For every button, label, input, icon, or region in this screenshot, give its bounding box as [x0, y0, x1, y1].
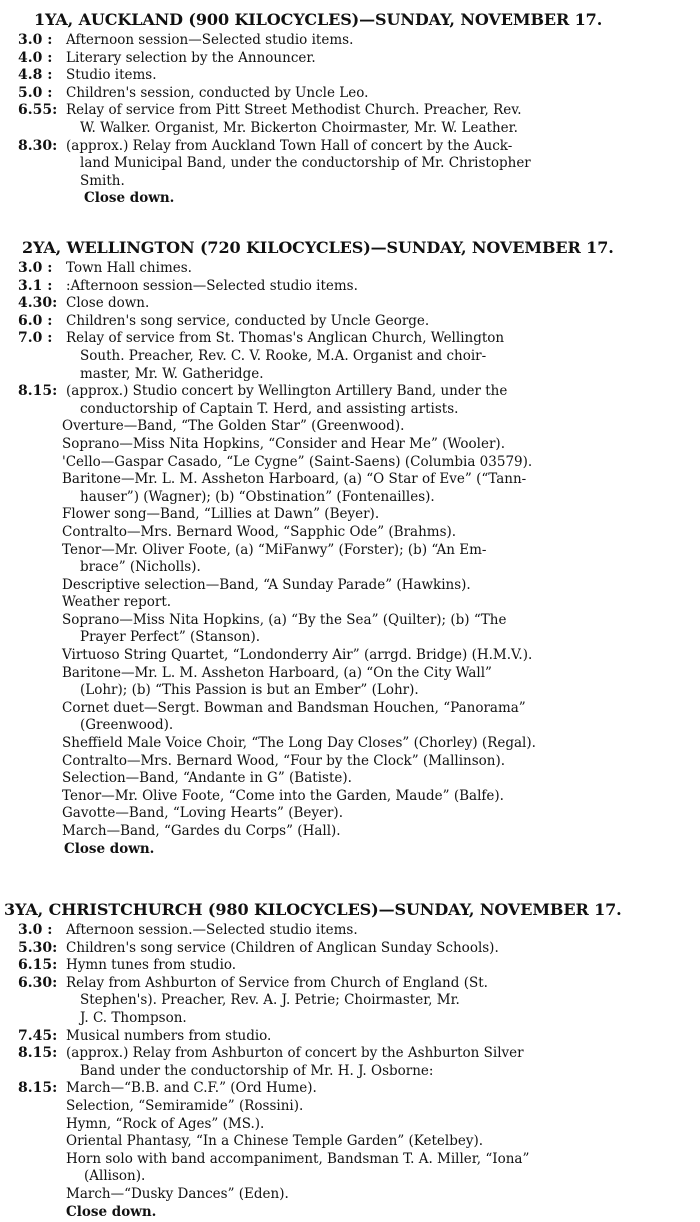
entry-text: (approx.) Relay from Auckland Town Hall of concert by the Auck- land Municipal Band, under the conductorship of Mr. Christopher Smith. — [66, 137, 531, 189]
entry-time: 3.0 : — [18, 260, 53, 276]
entry-time: 8.15: — [18, 383, 58, 400]
program-item: Cornet duet—Sergt. Bowman and Bandsman Houchen, “Panorama” (Greenwood). — [62, 699, 526, 734]
station-1ya — [0, 10, 700, 208]
entry-text: Hymn tunes from studio. — [66, 957, 237, 974]
entry-text: Children's song service, conducted by Uncle George. — [66, 312, 430, 329]
entry-text: March—“B.B. and C.F.” (Ord Hume). — [66, 1080, 317, 1097]
entry-text: Children's song service (Children of Anglican Sunday Schools). — [66, 939, 499, 956]
entry-text: :Afternoon session—Selected studio items. — [66, 277, 358, 294]
entry-text: Afternoon session—Selected studio items. — [66, 32, 354, 48]
station-heading: 3YA, CHRISTCHURCH (980 KILOCYCLES)—SUNDAY, NOVEMBER 17. — [4, 900, 622, 919]
program-item: March—“Dusky Dances” (Eden). — [66, 1185, 289, 1202]
schedule-entry — [0, 383, 700, 418]
schedule-entry — [0, 295, 700, 313]
schedule-entry — [0, 957, 700, 975]
schedule-entry — [0, 330, 700, 383]
entry-text: Studio items. — [66, 67, 157, 84]
schedule-entry — [0, 313, 700, 331]
entry-text: Town Hall chimes. — [66, 260, 192, 276]
schedule-entry — [0, 278, 700, 296]
schedule-entry — [0, 1045, 700, 1080]
concert-program — [0, 1098, 700, 1204]
entry-time: 3.0 : — [18, 32, 53, 48]
program-item: Baritone—Mr. L. M. Assheton Harboard, (a) “On the City Wall” (Lohr); (b) “This Passion is but an Ember” (Lohr). — [62, 664, 492, 699]
program-item: Tenor—Mr. Oliver Foote, (a) “MiFanwy” (Forster); (b) “An Em- brace” (Nicholls). — [62, 541, 487, 576]
entry-time: 3.0 : — [18, 922, 53, 938]
entry-time: 4.0 : — [18, 49, 53, 66]
entry-time: 8.15: — [18, 1045, 58, 1062]
program-item: Baritone—Mr. L. M. Assheton Harboard, (a) “O Star of Eve” (“Tann- hauser”) (Wagner); (b) “Obstination” (Fontenailles). — [62, 471, 527, 505]
program-item: Weather report. — [62, 594, 172, 611]
schedule-entry — [0, 922, 700, 940]
program-item: Contralto—Mrs. Bernard Wood, “Four by the Clock” (Mallinson). — [62, 752, 506, 769]
schedule-entry — [0, 67, 700, 85]
close-down: Close down. — [66, 1203, 157, 1220]
close-down: Close down. — [64, 840, 155, 857]
entry-text: Relay from Ashburton of Service from Church of England (St. Stephen's). Preacher, Rev. A. J. Petrie; Choirmaster, Mr. J. C. Thompson. — [66, 974, 488, 1026]
program-item: Hymn, “Rock of Ages” (MS.). — [66, 1115, 265, 1132]
program-item: March—Band, “Gardes du Corps” (Hall). — [62, 823, 341, 839]
entry-time: 8.30: — [18, 137, 58, 154]
station-heading: 2YA, WELLINGTON (720 KILOCYCLES)—SUNDAY, NOVEMBER 17. — [22, 238, 614, 257]
entry-time: 6.30: — [18, 974, 58, 991]
program-item: Oriental Phantasy, “In a Chinese Temple Garden” (Ketelbey). — [66, 1133, 484, 1150]
entry-text: Afternoon session.—Selected studio items. — [66, 922, 358, 938]
entry-text: (approx.) Studio concert by Wellington Artillery Band, under the conductorship of Captain T. Herd, and assisting artists. — [66, 383, 508, 417]
station-heading: 1YA, AUCKLAND (900 KILOCYCLES)—SUNDAY, NOVEMBER 17. — [34, 10, 603, 29]
schedule-entry — [0, 1028, 700, 1046]
schedule-entry — [0, 50, 700, 68]
entry-text: Musical numbers from studio. — [66, 1027, 272, 1044]
close-down: Close down. — [84, 190, 175, 207]
entry-text: (approx.) Relay from Ashburton of concert by the Ashburton Silver Band under the conductorship of Mr. H. J. Osborne: — [66, 1045, 524, 1079]
entry-text: Close down. — [66, 295, 150, 312]
program-item: Descriptive selection—Band, “A Sunday Parade” (Hawkins). — [62, 576, 471, 593]
schedule-entry — [0, 975, 700, 1028]
schedule-entry — [0, 102, 700, 137]
entry-time: 6.0 : — [18, 312, 53, 329]
entry-text: Relay of service from Pitt Street Methodist Church. Preacher, Rev. W. Walker. Organist, Mr. Bickerton Choirmaster, Mr. W. Leather. — [66, 102, 522, 136]
entry-time: 5.30: — [18, 939, 58, 956]
schedule-entry — [0, 940, 700, 958]
station-2ya — [0, 238, 700, 858]
entry-text: Literary selection by the Announcer. — [66, 49, 316, 66]
entry-text: Relay of service from St. Thomas's Anglican Church, Wellington South. Preacher, Rev. C. V. Rooke, M.A. Organist and choir- master, Mr. W. Gatheridge. — [66, 330, 505, 382]
entry-time: 4.30: — [18, 295, 58, 312]
concert-program — [0, 418, 700, 840]
schedule-entry — [0, 32, 700, 50]
entry-time: 4.8 : — [18, 67, 53, 84]
station-3ya — [0, 900, 700, 1221]
program-item: Selection, “Semiramide” (Rossini). — [66, 1097, 304, 1114]
program-item: Soprano—Miss Nita Hopkins, (a) “By the Sea” (Quilter); (b) “The Prayer Perfect” (Stanson). — [62, 611, 507, 646]
entry-time: 6.55: — [18, 102, 58, 119]
program-item: Horn solo with band accompaniment, Bandsman T. A. Miller, “Iona” (Allison). — [66, 1150, 530, 1185]
schedule-entry — [0, 1080, 700, 1098]
schedule-entry — [0, 260, 700, 278]
entry-text: Children's session, conducted by Uncle Leo. — [66, 84, 369, 101]
schedule-entry — [0, 85, 700, 103]
program-item: 'Cello—Gaspar Casado, “Le Cygne” (Saint-Saens) (Columbia 03579). — [62, 453, 533, 470]
program-item: Flower song—Band, “Lillies at Dawn” (Beyer). — [62, 506, 380, 523]
program-item: Gavotte—Band, “Loving Hearts” (Beyer). — [62, 805, 343, 822]
entry-time: 3.1 : — [18, 277, 53, 294]
program-item: Contralto—Mrs. Bernard Wood, “Sapphic Ode” (Brahms). — [62, 523, 457, 540]
entry-time: 7.0 : — [18, 330, 53, 347]
entry-time: 6.15: — [18, 957, 58, 974]
program-item: Selection—Band, “Andante in G” (Batiste). — [62, 770, 352, 787]
program-item: Soprano—Miss Nita Hopkins, “Consider and Hear Me” (Wooler). — [62, 435, 505, 452]
entry-time: 8.15: — [18, 1080, 58, 1097]
program-item: Virtuoso String Quartet, “Londonderry Air” (arrgd. Bridge) (H.M.V.). — [62, 647, 533, 664]
program-item: Sheffield Male Voice Choir, “The Long Day Closes” (Chorley) (Regal). — [62, 735, 536, 752]
entry-time: 5.0 : — [18, 84, 53, 101]
schedule-entry — [0, 138, 700, 191]
program-item: Tenor—Mr. Olive Foote, “Come into the Garden, Maude” (Balfe). — [62, 787, 504, 804]
program-item: Overture—Band, “The Golden Star” (Greenwood). — [62, 418, 405, 435]
entry-time: 7.45: — [18, 1027, 58, 1044]
